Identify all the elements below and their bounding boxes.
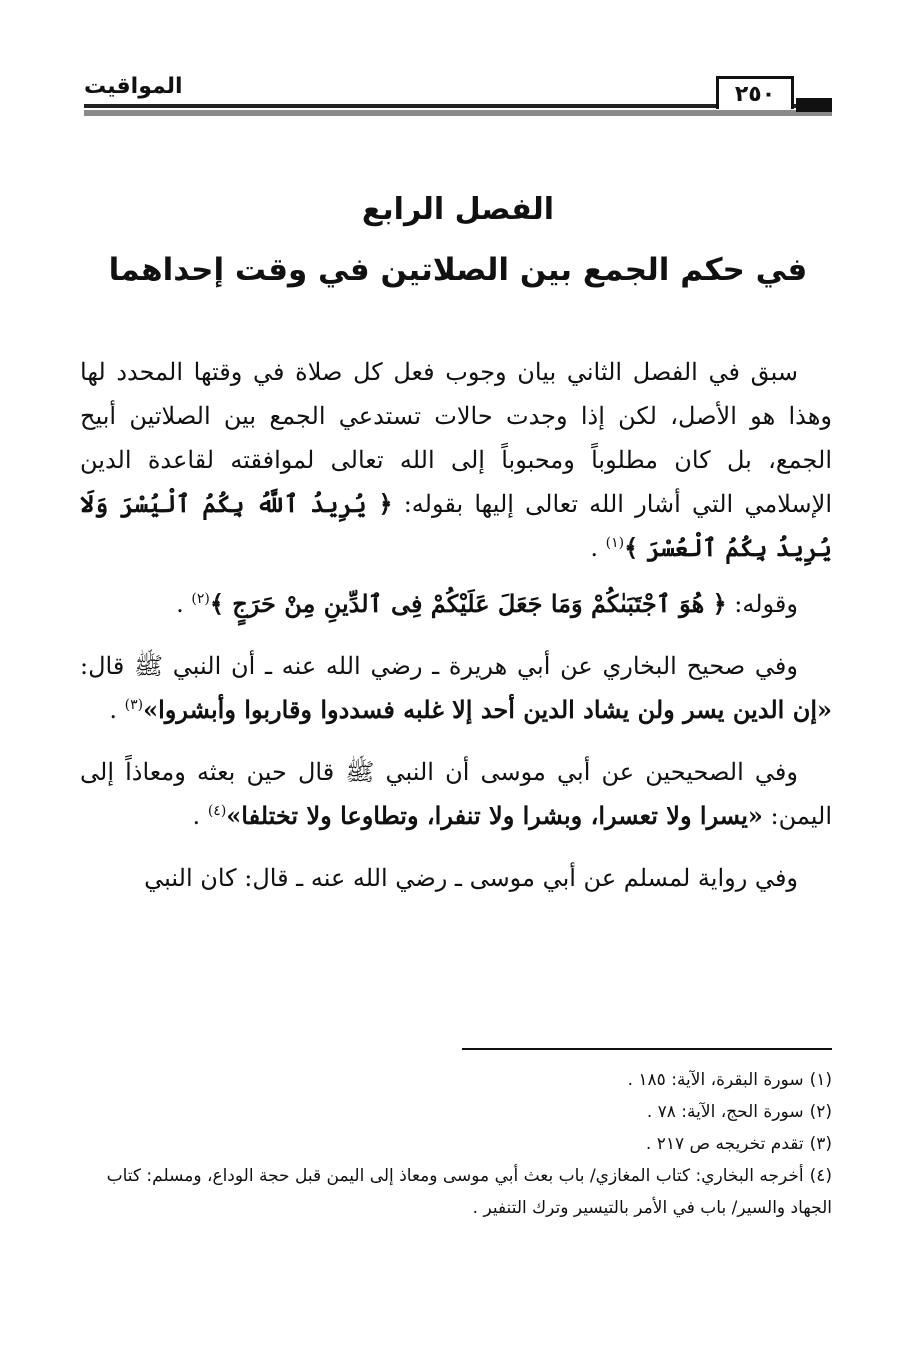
quran-verse: ﴿ هُوَ ٱجْتَبَىٰكُمْ وَمَا جَعَلَ عَلَيْكُمْ فِى ٱلدِّينِ مِنْ حَرَجٍ ﴾: [209, 589, 727, 618]
footnote-number: (١): [809, 1070, 832, 1090]
hadith-quote: «إن الدين يسر ولن يشاد الدين أحد إلا غلبه فسددوا وقاربوا وأبشروا»: [143, 695, 832, 724]
paragraph-text: وفي رواية لمسلم عن أبي موسى ـ رضي الله عنه ـ قال: كان النبي: [144, 864, 798, 892]
footnote-text: سورة البقرة، الآية: ١٨٥ .: [627, 1070, 804, 1090]
paragraph-text: وقوله:: [726, 590, 798, 618]
header-rule-block: [796, 98, 832, 112]
paragraph-end: .: [176, 590, 192, 618]
paragraph-end: .: [192, 802, 208, 830]
footnote-number: (٤): [809, 1166, 832, 1186]
page-header: [84, 62, 832, 120]
footnote-ref: (١): [605, 535, 625, 551]
footnote-1: [80, 1064, 832, 1096]
footnote-4: [80, 1160, 832, 1224]
paragraph-text: وفي صحيح البخاري عن أبي هريرة ـ رضي الله عنه ـ أن النبي ﷺ قال:: [80, 652, 798, 680]
footnote-2: [80, 1096, 832, 1128]
header-rule-grey: [84, 110, 832, 116]
footnote-separator: [462, 1048, 832, 1050]
paragraph-5: [80, 856, 832, 900]
running-title: المواقيت: [84, 74, 183, 99]
footnote-ref: (٤): [207, 803, 227, 819]
page-number: ٢٥٠: [716, 76, 794, 109]
paragraph-end: .: [590, 534, 606, 562]
paragraph-4: [80, 750, 832, 838]
paragraph-3: [80, 644, 832, 732]
quran-verse: ﴿ يُرِيدُ ٱللَّهُ بِكُمُ ٱلْيُسْرَ وَلَا يُرِيدُ بِكُمُ ٱلْعُسْرَ ﴾: [80, 489, 832, 562]
paragraph-1: [80, 350, 832, 570]
footnote-number: (٢): [809, 1102, 832, 1122]
paragraph-end: .: [109, 696, 125, 724]
chapter-label: الفصل الرابع: [361, 192, 555, 227]
hadith-quote: «يسرا ولا تعسرا، وبشرا ولا تنفرا، وتطاوعا ولا تختلفا»: [226, 801, 763, 830]
paragraph-text: سبق في الفصل الثاني بيان وجوب فعل كل صلاة في وقتها المحدد لها وهذا هو الأصل، لكن إذا وجدت حالات تستدعي الجمع بين الصلاتين أبيح الجمع، بل كان مطلوباً ومحبوباً إلى الله تعالى لموافقته لقاعدة الدين الإسلامي التي أشار الله تعالى إليها بقوله:: [80, 358, 832, 518]
footnote-text: أخرجه البخاري: كتاب المغازي/ باب بعث أبي موسى ومعاذ إلى اليمن قبل حجة الوداع، ومسلم: كتاب الجهاد والسير/ باب في الأمر بالتيسير وترك التنفير .: [106, 1166, 832, 1218]
footnote-number: (٣): [809, 1134, 832, 1154]
footnote-text: سورة الحج، الآية: ٧٨ .: [646, 1102, 804, 1122]
footnote-3: [80, 1128, 832, 1160]
footnote-ref: (٣): [124, 697, 144, 713]
paragraph-2: [80, 582, 832, 626]
chapter-title: في حكم الجمع بين الصلاتين في وقت إحداهما: [108, 252, 808, 288]
footnote-ref: (٢): [191, 591, 210, 607]
body-text: [80, 350, 832, 918]
footnotes: [80, 1064, 832, 1224]
footnote-text: تقدم تخريجه ص ٢١٧ .: [645, 1134, 804, 1154]
paragraph-text: وفي الصحيحين عن أبي موسى أن النبي ﷺ قال حين بعثه ومعاذاً إلى اليمن:: [80, 758, 832, 830]
